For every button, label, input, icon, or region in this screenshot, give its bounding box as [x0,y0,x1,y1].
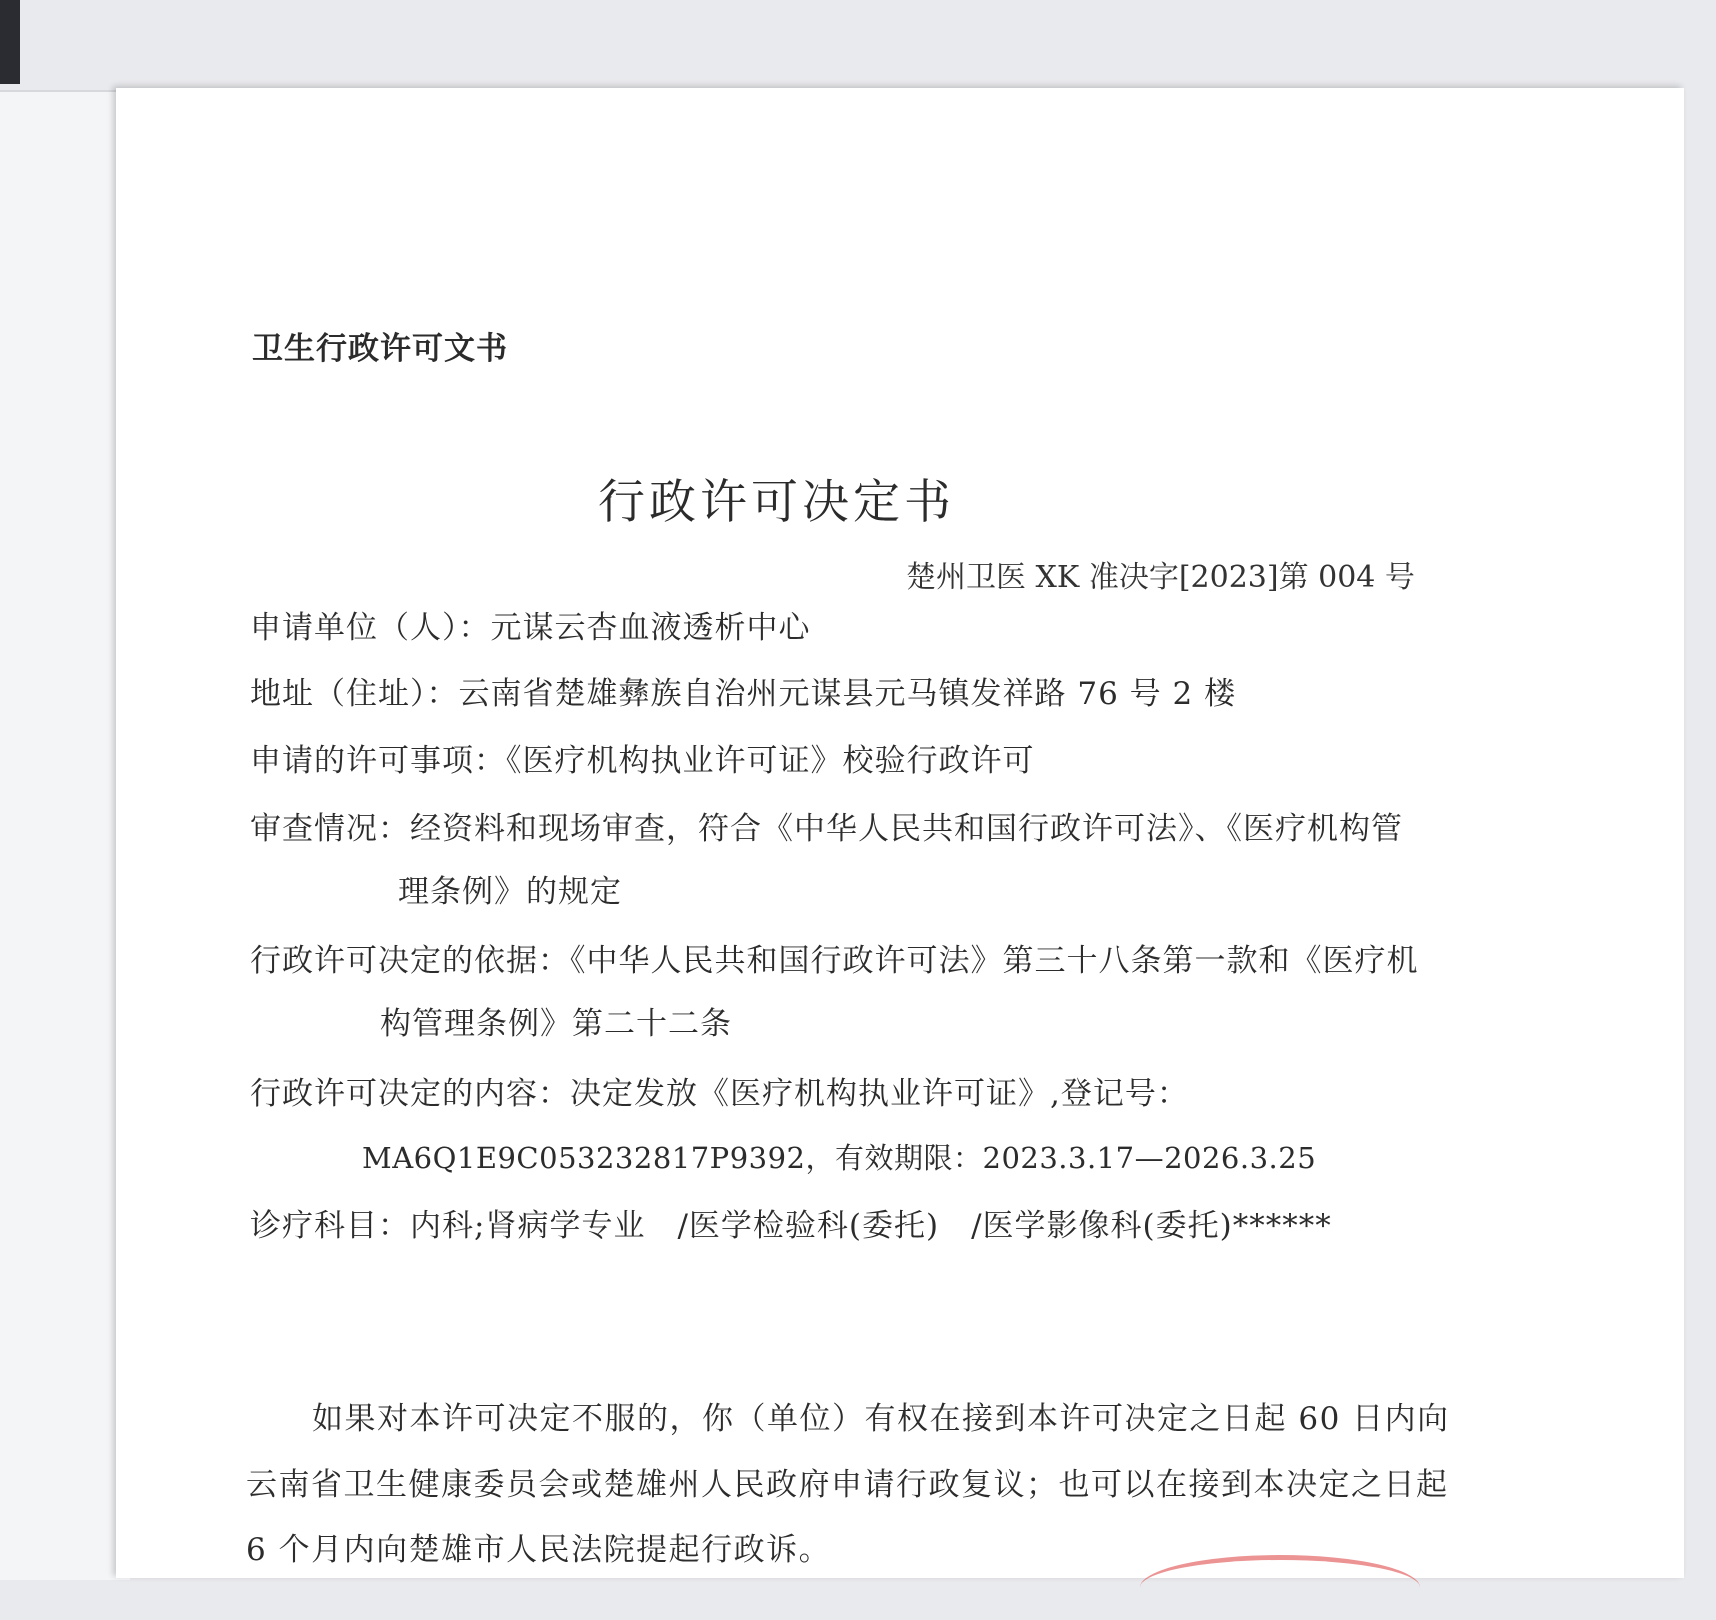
background-sheet [0,90,130,1580]
basis-line-1: 行政许可决定的依据：《中华人民共和国行政许可法》第三十八条第一款和《医疗机 [250,943,1419,979]
appeal-line-2: 云南省卫生健康委员会或楚雄州人民政府申请行政复议；也可以在接到本决定之日起 [246,1467,1449,1503]
red-seal-stamp [1140,1555,1420,1620]
appeal-line-3: 6 个月内向楚雄市人民法院提起行政诉。 [246,1532,832,1568]
address-line: 地址（住址）：云南省楚雄彝族自治州元谋县元马镇发祥路 76 号 2 楼 [250,676,1237,712]
review-line-1: 审查情况：经资料和现场审查，符合《中华人民共和国行政许可法》、《医疗机构管 [250,811,1403,847]
document-number: 楚州卫医 XK 准决字[2023]第 004 号 [906,560,1415,595]
applicant-line: 申请单位（人）：元谋云杏血液透析中心 [250,610,811,646]
review-line-2: 理条例》的规定 [398,874,622,910]
scanner-edge [0,0,20,84]
document-title: 行政许可决定书 [598,475,955,530]
permit-item-line: 申请的许可事项：《医疗机构执业许可证》校验行政许可 [250,743,1035,779]
basis-line-2: 构管理条例》第二十二条 [380,1006,732,1042]
document-type-heading: 卫生行政许可文书 [252,331,508,367]
appeal-line-1: 如果对本许可决定不服的，你（单位）有权在接到本许可决定之日起 60 日内向 [312,1401,1450,1437]
departments-line: 诊疗科目：内科;肾病学专业 /医学检验科(委托) /医学影像科(委托)****** [250,1208,1332,1244]
content-line-1: 行政许可决定的内容：决定发放《医疗机构执业许可证》,登记号： [250,1076,1189,1112]
content-line-2: MA6Q1E9C053232817P9392，有效期限：2023.3.17—2026.3.25 [362,1141,1317,1175]
